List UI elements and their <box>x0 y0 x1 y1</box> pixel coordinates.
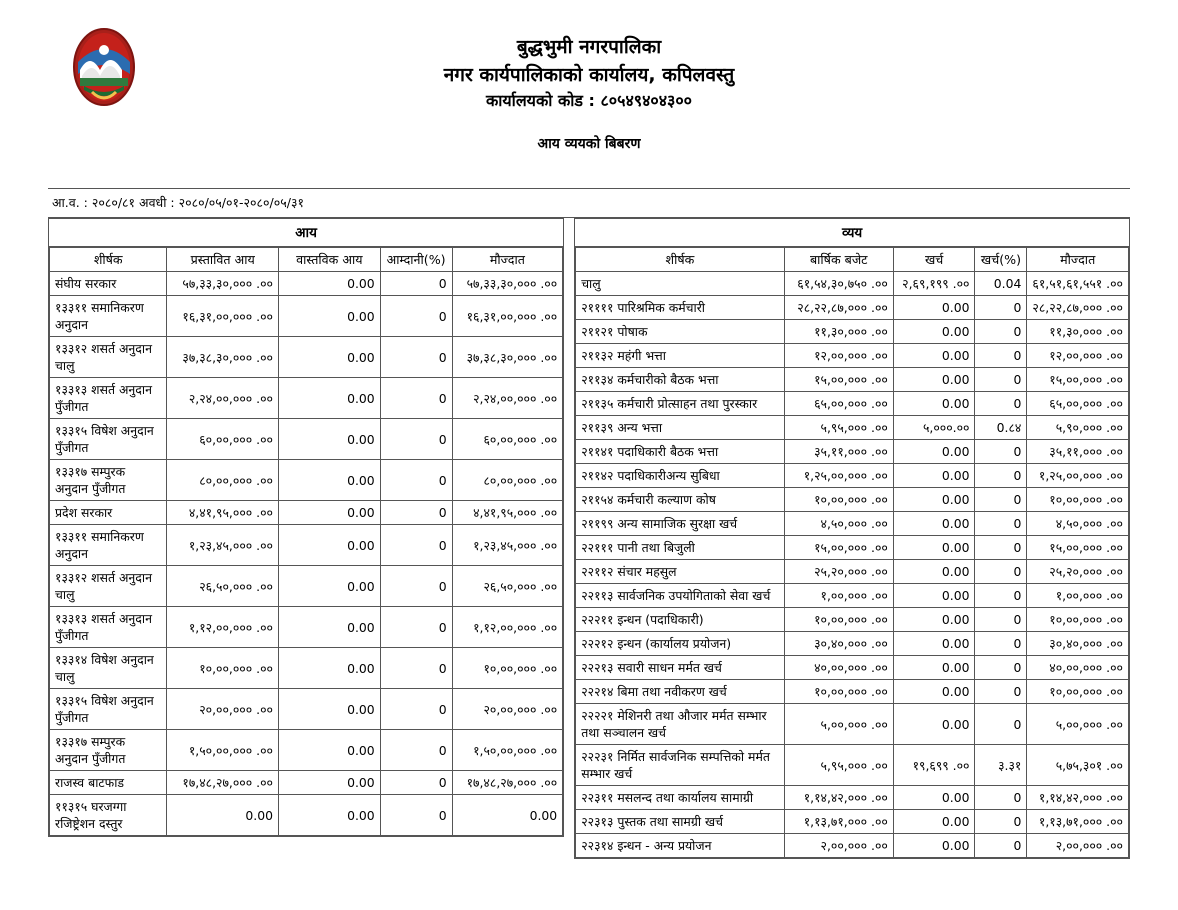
expense-cell-pct: 0 <box>975 680 1027 704</box>
income-cell-actual: 0.00 <box>278 566 380 607</box>
expense-cell-spent: 0.00 <box>893 512 975 536</box>
expense-cell-pct: 0 <box>975 584 1027 608</box>
expense-cell-balance: ६१,५१,६१,५५१ .०० <box>1027 272 1129 296</box>
expense-cell-budget: १,२५,००,००० .०० <box>784 464 893 488</box>
organization-name: बुद्धभुमी नगरपालिका <box>516 36 662 58</box>
table-row <box>576 786 1129 810</box>
table-row <box>50 795 563 836</box>
income-cell-proposed: १,२३,४५,००० .०० <box>167 525 279 566</box>
expense-cell-pct: 0 <box>975 704 1027 745</box>
table-row <box>576 488 1129 512</box>
table-row <box>576 416 1129 440</box>
table-row <box>576 464 1129 488</box>
table-row <box>576 834 1129 858</box>
table-row <box>50 648 563 689</box>
expense-cell-budget: १२,००,००० .०० <box>784 344 893 368</box>
expense-cell-balance: ४०,००,००० .०० <box>1027 656 1129 680</box>
income-section-title: आय <box>49 219 563 247</box>
expense-cell-spent: २,६९,१९९ .०० <box>893 272 975 296</box>
expense-cell-spent: 0.00 <box>893 786 975 810</box>
table-row <box>576 560 1129 584</box>
expense-cell-pct: 0 <box>975 464 1027 488</box>
expense-cell-budget: २५,२०,००० .०० <box>784 560 893 584</box>
expense-cell-title: २११९९ अन्य सामाजिक सुरक्षा खर्च <box>576 512 784 536</box>
table-row <box>576 512 1129 536</box>
table-row <box>576 320 1129 344</box>
expense-cell-title: २२२१४ बिमा तथा नवीकरण खर्च <box>576 680 784 704</box>
income-cell-actual: 0.00 <box>278 378 380 419</box>
expense-cell-title: २२२१३ सवारी साधन मर्मत खर्च <box>576 656 784 680</box>
expense-cell-budget: १,१४,४२,००० .०० <box>784 786 893 810</box>
expense-cell-title: २११४२ पदाधिकारीअन्य सुबिधा <box>576 464 784 488</box>
expense-cell-pct: 0 <box>975 392 1027 416</box>
expense-cell-title: २२२११ इन्धन (पदाधिकारी) <box>576 608 784 632</box>
expense-cell-spent: 0.00 <box>893 344 975 368</box>
expense-cell-balance: ४,५०,००० .०० <box>1027 512 1129 536</box>
expense-cell-title: २११३५ कर्मचारी प्रोत्साहन तथा पुरस्कार <box>576 392 784 416</box>
expense-cell-pct: 0 <box>975 536 1027 560</box>
expense-cell-budget: ६१,५४,३०,७५० .०० <box>784 272 893 296</box>
table-row <box>576 810 1129 834</box>
expense-col-budget: बार्षिक बजेट <box>784 248 893 272</box>
income-cell-title: १३३१५ विषेश अनुदान पुँजीगत <box>50 419 167 460</box>
expense-cell-spent: 0.00 <box>893 368 975 392</box>
expense-cell-budget: १,००,००० .०० <box>784 584 893 608</box>
table-row <box>50 566 563 607</box>
income-cell-pct: 0 <box>380 648 452 689</box>
table-row <box>50 378 563 419</box>
expense-cell-spent: 0.00 <box>893 632 975 656</box>
expense-cell-budget: १,१३,७१,००० .०० <box>784 810 893 834</box>
table-row <box>576 272 1129 296</box>
income-cell-balance: १०,००,००० .०० <box>452 648 563 689</box>
income-cell-title: १३३११ समानिकरण अनुदान <box>50 296 167 337</box>
expense-cell-pct: 0.८४ <box>975 416 1027 440</box>
income-cell-balance: ८०,००,००० .०० <box>452 460 563 501</box>
income-cell-balance: १६,३१,००,००० .०० <box>452 296 563 337</box>
expense-cell-pct: 0 <box>975 320 1027 344</box>
table-row <box>576 584 1129 608</box>
income-cell-pct: 0 <box>380 337 452 378</box>
table-row <box>576 656 1129 680</box>
income-cell-pct: 0 <box>380 566 452 607</box>
income-cell-actual: 0.00 <box>278 501 380 525</box>
table-row <box>50 337 563 378</box>
income-col-proposed: प्रस्तावित आय <box>167 248 279 272</box>
expense-cell-spent: 0.00 <box>893 320 975 344</box>
report-header <box>48 0 1130 174</box>
expense-cell-budget: ५,९५,००० .०० <box>784 745 893 786</box>
expense-cell-title: चालु <box>576 272 784 296</box>
income-cell-balance: १,१२,००,००० .०० <box>452 607 563 648</box>
nepal-emblem-icon <box>70 26 138 106</box>
expense-cell-balance: २,००,००० .०० <box>1027 834 1129 858</box>
income-cell-actual: 0.00 <box>278 296 380 337</box>
income-cell-actual: 0.00 <box>278 771 380 795</box>
expense-cell-budget: ३०,४०,००० .०० <box>784 632 893 656</box>
expense-cell-spent: 0.00 <box>893 392 975 416</box>
table-row <box>576 296 1129 320</box>
expense-cell-balance: ५,७५,३०१ .०० <box>1027 745 1129 786</box>
expense-cell-pct: 0 <box>975 512 1027 536</box>
table-row <box>50 771 563 795</box>
income-cell-balance: ५७,३३,३०,००० .०० <box>452 272 563 296</box>
income-cell-balance: १,५०,००,००० .०० <box>452 730 563 771</box>
expense-cell-balance: १०,००,००० .०० <box>1027 488 1129 512</box>
income-cell-balance: ४,४१,९५,००० .०० <box>452 501 563 525</box>
expense-cell-spent: 0.00 <box>893 488 975 512</box>
income-cell-actual: 0.00 <box>278 272 380 296</box>
income-cell-balance: २०,००,००० .०० <box>452 689 563 730</box>
expense-cell-budget: ६५,००,००० .०० <box>784 392 893 416</box>
table-row <box>576 536 1129 560</box>
table-row <box>50 730 563 771</box>
expense-section-title: व्यय <box>575 219 1129 247</box>
expense-cell-balance: १,१३,७१,००० .०० <box>1027 810 1129 834</box>
income-cell-proposed: ६०,००,००० .०० <box>167 419 279 460</box>
page-title: आय व्ययको बिबरण <box>537 136 641 153</box>
expense-cell-title: २२१११ पानी तथा बिजुली <box>576 536 784 560</box>
income-cell-proposed: ५७,३३,३०,००० .०० <box>167 272 279 296</box>
expense-cell-budget: १५,००,००० .०० <box>784 536 893 560</box>
income-cell-pct: 0 <box>380 501 452 525</box>
income-cell-title: ११३१५ घरजग्गा रजिष्ट्रेशन दस्तुर <box>50 795 167 836</box>
income-cell-title: संघीय सरकार <box>50 272 167 296</box>
expense-cell-pct: 0 <box>975 786 1027 810</box>
income-col-actual: वास्तविक आय <box>278 248 380 272</box>
income-cell-pct: 0 <box>380 525 452 566</box>
expense-col-balance: मौज्दात <box>1027 248 1129 272</box>
expense-cell-title: २११५४ कर्मचारी कल्याण कोष <box>576 488 784 512</box>
expense-cell-spent: ५,०००.०० <box>893 416 975 440</box>
expense-cell-balance: ३०,४०,००० .०० <box>1027 632 1129 656</box>
expense-cell-title: २११३९ अन्य भत्ता <box>576 416 784 440</box>
expense-cell-pct: 0 <box>975 368 1027 392</box>
income-cell-title: १३३१२ शसर्त अनुदान चालु <box>50 566 167 607</box>
expense-cell-balance: ११,३०,००० .०० <box>1027 320 1129 344</box>
fiscal-year-line: आ.व. : २०८०/८१ अवधी : २०८०/०५/०१-२०८०/०५/३१ <box>48 189 1130 218</box>
income-cell-proposed: २,२४,००,००० .०० <box>167 378 279 419</box>
income-cell-pct: 0 <box>380 730 452 771</box>
expense-cell-balance: ५,९०,००० .०० <box>1027 416 1129 440</box>
table-row <box>50 607 563 648</box>
income-cell-actual: 0.00 <box>278 648 380 689</box>
expense-cell-pct: 0.04 <box>975 272 1027 296</box>
expense-cell-budget: २८,२२,८७,००० .०० <box>784 296 893 320</box>
expense-cell-balance: १०,००,००० .०० <box>1027 680 1129 704</box>
income-cell-title: १३३१३ शसर्त अनुदान पुँजीगत <box>50 378 167 419</box>
expense-cell-pct: 0 <box>975 656 1027 680</box>
expense-cell-balance: १०,००,००० .०० <box>1027 608 1129 632</box>
income-cell-proposed: ८०,००,००० .०० <box>167 460 279 501</box>
income-cell-title: राजस्व बाटफाड <box>50 771 167 795</box>
table-row <box>576 632 1129 656</box>
income-cell-pct: 0 <box>380 460 452 501</box>
expense-cell-spent: 0.00 <box>893 704 975 745</box>
table-row <box>576 440 1129 464</box>
income-cell-pct: 0 <box>380 689 452 730</box>
expense-cell-pct: 0 <box>975 834 1027 858</box>
income-cell-pct: 0 <box>380 296 452 337</box>
expense-cell-spent: 0.00 <box>893 584 975 608</box>
income-cell-balance: २,२४,००,००० .०० <box>452 378 563 419</box>
expense-cell-spent: 0.00 <box>893 560 975 584</box>
income-cell-title: १३३१२ शसर्त अनुदान चालु <box>50 337 167 378</box>
income-cell-actual: 0.00 <box>278 689 380 730</box>
table-row <box>576 704 1129 745</box>
income-table-wrapper <box>48 218 564 837</box>
table-row <box>50 689 563 730</box>
income-cell-actual: 0.00 <box>278 525 380 566</box>
expense-cell-spent: 0.00 <box>893 656 975 680</box>
income-col-pct: आम्दानी(%) <box>380 248 452 272</box>
income-col-title: शीर्षक <box>50 248 167 272</box>
expense-cell-spent: 0.00 <box>893 296 975 320</box>
expense-cell-title: २२११३ सार्वजनिक उपयोगिताको सेवा खर्च <box>576 584 784 608</box>
income-cell-actual: 0.00 <box>278 419 380 460</box>
income-cell-balance: १,२३,४५,००० .०० <box>452 525 563 566</box>
expense-col-spent: खर्च <box>893 248 975 272</box>
expense-cell-balance: १,००,००० .०० <box>1027 584 1129 608</box>
expense-cell-pct: 0 <box>975 296 1027 320</box>
expense-cell-pct: 0 <box>975 608 1027 632</box>
expense-cell-title: २२२२१ मेशिनरी तथा औजार मर्मत सम्भार तथा सञ्चालन खर्च <box>576 704 784 745</box>
income-cell-title: १३३१३ शसर्त अनुदान पुँजीगत <box>50 607 167 648</box>
income-cell-proposed: १०,००,००० .०० <box>167 648 279 689</box>
income-cell-actual: 0.00 <box>278 730 380 771</box>
income-cell-balance: १७,४८,२७,००० .०० <box>452 771 563 795</box>
expense-cell-budget: १५,००,००० .०० <box>784 368 893 392</box>
income-cell-balance: 0.00 <box>452 795 563 836</box>
office-name: नगर कार्यपालिकाको कार्यालय, कपिलवस्तु <box>443 63 735 86</box>
expense-cell-pct: 0 <box>975 632 1027 656</box>
income-cell-proposed: २६,५०,००० .०० <box>167 566 279 607</box>
expense-cell-title: २११२१ पोषाक <box>576 320 784 344</box>
income-cell-actual: 0.00 <box>278 460 380 501</box>
income-cell-title: प्रदेश सरकार <box>50 501 167 525</box>
income-cell-proposed: १,१२,००,००० .०० <box>167 607 279 648</box>
expense-cell-title: २२३१३ पुस्तक तथा सामग्री खर्च <box>576 810 784 834</box>
expense-cell-title: २२३१४ इन्धन - अन्य प्रयोजन <box>576 834 784 858</box>
income-cell-balance: ६०,००,००० .०० <box>452 419 563 460</box>
income-table-body <box>50 272 563 836</box>
income-cell-title: १३३१७ सम्पुरक अनुदान पुँजीगत <box>50 460 167 501</box>
expense-cell-title: २११३२ महंगी भत्ता <box>576 344 784 368</box>
expense-cell-spent: १९,६९९ .०० <box>893 745 975 786</box>
income-cell-pct: 0 <box>380 419 452 460</box>
expense-cell-balance: २८,२२,८७,००० .०० <box>1027 296 1129 320</box>
expense-cell-budget: २,००,००० .०० <box>784 834 893 858</box>
table-row <box>576 608 1129 632</box>
table-row <box>50 501 563 525</box>
expense-cell-pct: 0 <box>975 344 1027 368</box>
expense-cell-title: २२२१२ इन्धन (कार्यालय प्रयोजन) <box>576 632 784 656</box>
income-cell-pct: 0 <box>380 771 452 795</box>
expense-col-pct: खर्च(%) <box>975 248 1027 272</box>
expense-cell-budget: १०,००,००० .०० <box>784 608 893 632</box>
table-row <box>50 419 563 460</box>
table-row <box>50 272 563 296</box>
income-col-balance: मौज्दात <box>452 248 563 272</box>
expense-cell-pct: 0 <box>975 560 1027 584</box>
expense-cell-balance: १५,००,००० .०० <box>1027 536 1129 560</box>
expense-cell-title: २२२३१ निर्मित सार्वजनिक सम्पत्तिको मर्मत सम्भार खर्च <box>576 745 784 786</box>
income-cell-title: १३३१४ विषेश अनुदान चालु <box>50 648 167 689</box>
expense-cell-balance: ३५,११,००० .०० <box>1027 440 1129 464</box>
expense-cell-balance: २५,२०,००० .०० <box>1027 560 1129 584</box>
table-row <box>50 296 563 337</box>
expense-header-row <box>576 248 1129 272</box>
expense-col-title: शीर्षक <box>576 248 784 272</box>
expense-cell-balance: ५,००,००० .०० <box>1027 704 1129 745</box>
expense-cell-pct: 0 <box>975 488 1027 512</box>
expense-cell-balance: १२,००,००० .०० <box>1027 344 1129 368</box>
expense-table-body <box>576 272 1129 858</box>
expense-cell-spent: 0.00 <box>893 680 975 704</box>
expense-cell-budget: ३५,११,००० .०० <box>784 440 893 464</box>
income-cell-pct: 0 <box>380 607 452 648</box>
expense-cell-spent: 0.00 <box>893 536 975 560</box>
income-cell-pct: 0 <box>380 795 452 836</box>
income-cell-proposed: १६,३१,००,००० .०० <box>167 296 279 337</box>
income-cell-balance: ३७,३८,३०,००० .०० <box>452 337 563 378</box>
income-cell-proposed: 0.00 <box>167 795 279 836</box>
expense-cell-budget: ५,९५,००० .०० <box>784 416 893 440</box>
table-row <box>576 745 1129 786</box>
expense-cell-spent: 0.00 <box>893 440 975 464</box>
expense-cell-balance: १,१४,४२,००० .०० <box>1027 786 1129 810</box>
expense-cell-budget: ११,३०,००० .०० <box>784 320 893 344</box>
expense-cell-title: २११३४ कर्मचारीको बैठक भत्ता <box>576 368 784 392</box>
income-cell-title: १३३१७ सम्पुरक अनुदान पुँजीगत <box>50 730 167 771</box>
income-cell-actual: 0.00 <box>278 607 380 648</box>
table-row <box>576 392 1129 416</box>
expense-table <box>575 219 1129 858</box>
table-row <box>576 680 1129 704</box>
office-code: कार्यालयको कोड : ८०५४९४०४३०० <box>485 91 693 111</box>
table-row <box>576 368 1129 392</box>
expense-cell-pct: 0 <box>975 810 1027 834</box>
statement-tables <box>48 218 1130 859</box>
expense-cell-balance: १५,००,००० .०० <box>1027 368 1129 392</box>
expense-cell-title: २११११ पारिश्रमिक कर्मचारी <box>576 296 784 320</box>
income-cell-actual: 0.00 <box>278 337 380 378</box>
expense-cell-budget: १०,००,००० .०० <box>784 488 893 512</box>
income-cell-actual: 0.00 <box>278 795 380 836</box>
income-cell-proposed: ४,४१,९५,००० .०० <box>167 501 279 525</box>
income-cell-pct: 0 <box>380 272 452 296</box>
table-row <box>50 525 563 566</box>
expense-cell-spent: 0.00 <box>893 608 975 632</box>
income-table <box>49 219 563 836</box>
expense-cell-budget: ५,००,००० .०० <box>784 704 893 745</box>
expense-cell-spent: 0.00 <box>893 834 975 858</box>
expense-cell-title: २२११२ संचार महसुल <box>576 560 784 584</box>
expense-cell-pct: 0 <box>975 440 1027 464</box>
income-cell-proposed: ३७,३८,३०,००० .०० <box>167 337 279 378</box>
expense-cell-balance: १,२५,००,००० .०० <box>1027 464 1129 488</box>
expense-cell-budget: ४,५०,००० .०० <box>784 512 893 536</box>
expense-cell-title: २२३११ मसलन्द तथा कार्यालय सामाग्री <box>576 786 784 810</box>
expense-cell-balance: ६५,००,००० .०० <box>1027 392 1129 416</box>
expense-cell-budget: ४०,००,००० .०० <box>784 656 893 680</box>
expense-cell-spent: 0.00 <box>893 810 975 834</box>
income-cell-proposed: १,५०,००,००० .०० <box>167 730 279 771</box>
expense-cell-pct: ३.३१ <box>975 745 1027 786</box>
expense-cell-budget: १०,००,००० .०० <box>784 680 893 704</box>
income-cell-pct: 0 <box>380 378 452 419</box>
expense-cell-title: २११४१ पदाधिकारी बैठक भत्ता <box>576 440 784 464</box>
table-row <box>50 460 563 501</box>
expense-cell-spent: 0.00 <box>893 464 975 488</box>
income-cell-proposed: २०,००,००० .०० <box>167 689 279 730</box>
table-row <box>576 344 1129 368</box>
income-cell-proposed: १७,४८,२७,००० .०० <box>167 771 279 795</box>
income-cell-balance: २६,५०,००० .०० <box>452 566 563 607</box>
income-cell-title: १३३१५ विषेश अनुदान पुँजीगत <box>50 689 167 730</box>
expense-table-wrapper <box>574 218 1130 859</box>
income-cell-title: १३३११ समानिकरण अनुदान <box>50 525 167 566</box>
income-header-row <box>50 248 563 272</box>
